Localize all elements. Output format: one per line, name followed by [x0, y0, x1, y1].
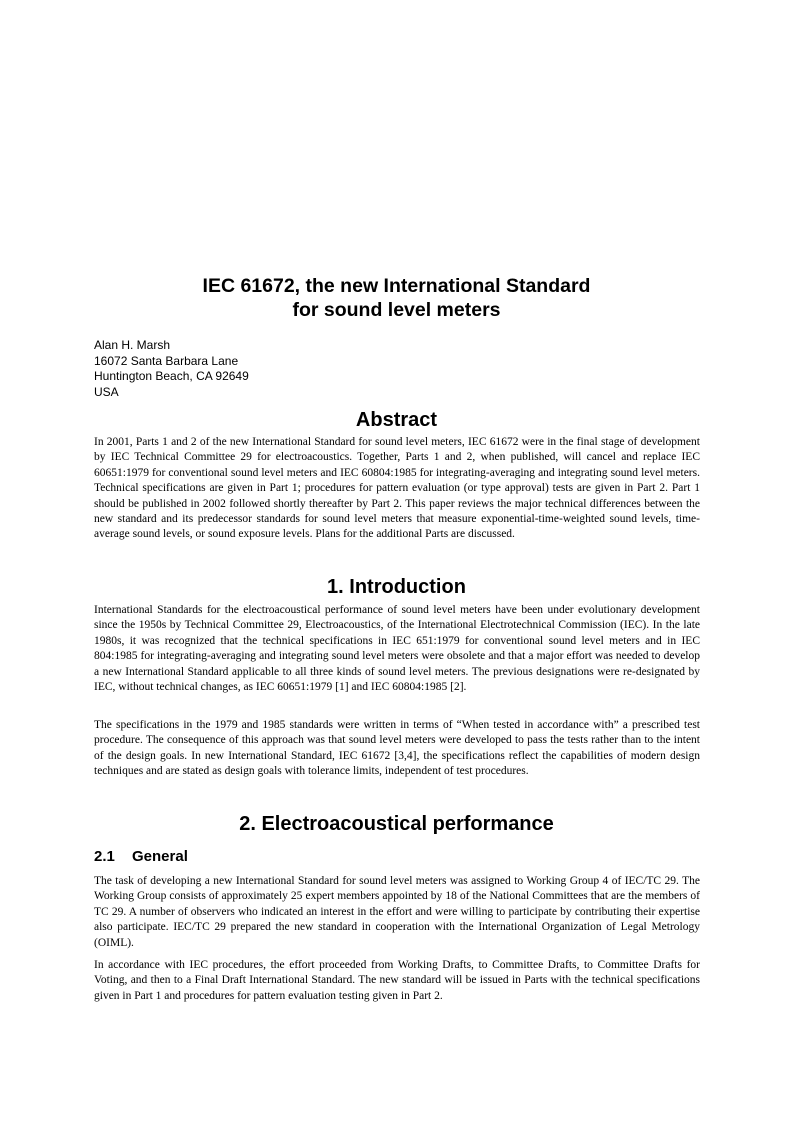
introduction-paragraph-2: The specifications in the 1979 and 1985 standards were written in terms of “When tested in accordance with” a prescribed test procedure. The consequence of this approach was that sound level meters were developed to pass the tests rather than to the intent of the design goals. In new International Standard, IEC 61672 [3,4], the specifications reflect the capabilities of modern design techniques and are stated as design goals with tolerance limits, independent of test procedures. [94, 719, 700, 778]
abstract-text: In 2001, Parts 1 and 2 of the new International Standard for sound level meters, IEC 61672 were in the final stage of development by IEC Technical Committee 29 for electroacoustics. Together, Parts 1 and 2, when published, will cancel and replace IEC 60651:1979 for conventional sound level meters and IEC 60804:1985 for integrating-averaging and integrating sound level meters. Technical specifications are given in Part 1; procedures for pattern evaluation (or type approval) tests are given in Part 2. Part 1 should be published in 2002 followed shortly thereafter by Part 2. This paper reviews the major technical differences between the new standard and its predecessor standards for sound level meters that measure exponential-time-weighted sound levels, time-average sound levels, or sound exposure levels. Plans for the additional Parts are discussed. [94, 436, 700, 541]
introduction-paragraph-1: International Standards for the electroacoustical performance of sound level meters have been under evolutionary development since the 1950s by Technical Committee 29, Electroacoustics, of the International Electrotechnical Commission (IEC). In the late 1980s, it was recognized that the technical specifications in IEC 651:1979 for conventional sound level meters and in IEC 804:1985 for integrating-averaging and integrating sound level meters were obsolete and that a major effort was needed to develop a new International Standard applicable to all three kinds of sound level meters. The previous designations were re-designated by IEC, without technical changes, as IEC 60651:1979 [1] and IEC 60804:1985 [2]. [94, 604, 700, 694]
subsection-title: General [132, 848, 188, 865]
section-2-paragraph-1: The task of developing a new International Standard for sound level meters was assigned to Working Group 4 of IEC/TC 29. The Working Group consists of approximately 25 expert members appointed by 18 of the National Committees that are the members of TC 29. A number of observers who indicated an interest in the effort and were willing to participate by contributing their expertise also participate. IEC/TC 29 prepared the new standard in cooperation with the International Organization of Legal Metrology (OIML). [94, 875, 700, 949]
title-line-1: IEC 61672, the new International Standard [202, 275, 591, 297]
paper-title [94, 274, 699, 322]
author-street: 16072 Santa Barbara Lane [94, 353, 239, 368]
introduction-heading: 1. Introduction [327, 576, 466, 598]
author-country: USA [94, 384, 119, 399]
section-2-heading: 2. Electroacoustical performance [239, 813, 554, 835]
title-line-2: for sound level meters [292, 299, 501, 321]
subsection-2-1-heading [94, 848, 699, 866]
author-name: Alan H. Marsh [94, 338, 171, 352]
subsection-number: 2.1 [94, 848, 115, 865]
section-2-paragraph-2: In accordance with IEC procedures, the effort proceeded from Working Drafts, to Committee Drafts, to Committee Drafts for Voting, and then to a Final Draft International Standard. The new standard will be issued in Parts with the technical specifications given in Part 1 and procedures for pattern evaluation testing given in Part 2. [94, 959, 700, 1002]
abstract-heading: Abstract [355, 409, 438, 431]
author-block [94, 338, 494, 400]
author-city: Huntington Beach, CA 92649 [94, 369, 249, 384]
